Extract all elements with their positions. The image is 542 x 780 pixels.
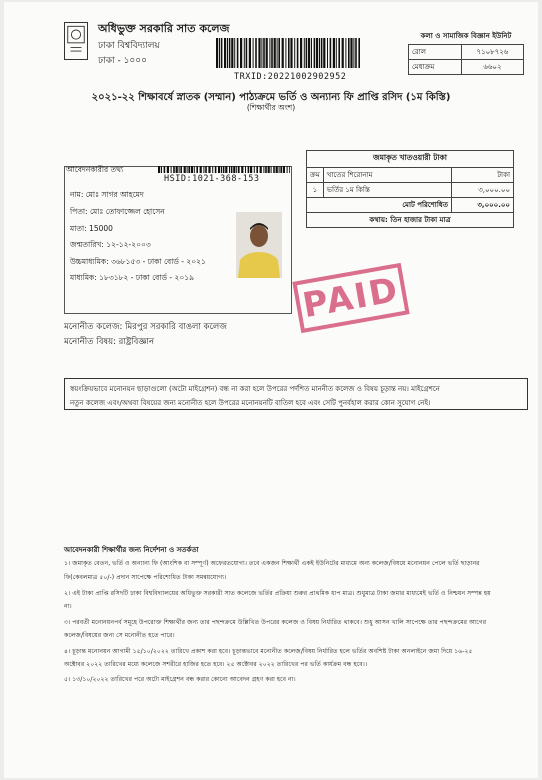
roll-value: ৭১০৮৭২৬ xyxy=(461,45,523,60)
applicant-photo xyxy=(236,212,282,278)
nominated-college: মনোনীত কলেজ: মিরপুর সরকারি বাঙলা কলেজ xyxy=(64,322,227,332)
fee-table xyxy=(306,150,514,228)
university-city: ঢাকা - ১০০০ xyxy=(98,56,147,66)
fee-in-words: কথায়: তিন হাজার টাকা মাত্র xyxy=(307,213,514,228)
faculty-unit: কলা ও সামাজিক বিজ্ঞান ইউনিট xyxy=(420,32,512,40)
instruction-line: অক্টোবর ২০২২ তারিখের মধ্যে কলেজে সশরীরে হাজির হতে হবে। ২৫ অক্টোবর ২০২২ তারিখের পর ভর্তি কার্যক্রম বন্ধ হবে।। xyxy=(64,661,368,668)
fee-row xyxy=(307,183,514,198)
notice-line-2: নতুন কলেজ এবং/অথবা বিষয়ের জন্য মনোনীত হলে উপরের মনোনয়নটি বাতিল হবে এবং সেটি পুনর্বহাল করার কোন সুযোগ নেই। xyxy=(70,399,431,407)
applicant-mother: মাতা: 15000 xyxy=(70,224,113,233)
instruction-line: ২। এই টাকা প্রাপ্তি রসিদটি ঢাকা বিশ্ববিদ্যালয়ের অধিভুক্ত সরকারী সাত কলেজে ভর্তির প্রক্রিয়া শুরুর প্রাথমিক ধাপ মাত্র। শুধুমাত্র টাকা জমার মাধ্যমেই ভর্তি ও নিশ্চয়ন সম্পন্ন হয় xyxy=(64,590,491,597)
university-logo xyxy=(64,22,88,60)
hsid: HSID:1021-368-153 xyxy=(164,174,260,184)
receipt-title: ২০২১-২২ শিক্ষাবর্ষে স্নাতক (সম্মান) পাঠ্যক্রমে ভর্তি ও অন্যান্য ফি প্রাপ্তি রসিদ (১ম কিস্তি) xyxy=(91,92,451,103)
fee-col-amount: টাকা xyxy=(452,168,514,183)
notice-line-1: স্বয়ংক্রিয়ভাবে মনোনয়ন ছাড়াগুলো (অটো মাইগ্রেশন) বন্ধ না করা হলে উপরের পর্দশিত মাননীত কলেজ ও বিষয় চূড়ান্ত নয়। মাইগ্রেশনে xyxy=(70,385,440,393)
instruction-line: কলেজ/বিষয়ের জন্য সে মনোনীত হতে পারে। xyxy=(64,632,175,639)
instructions-title: আবেদনকারী শিক্ষার্থীর জন্য নির্দেশনা ও সতর্কতা xyxy=(64,546,199,554)
nominated-subject: মনোনীত বিষয়: রাষ্ট্রবিজ্ঞান xyxy=(64,337,155,347)
migration-notice xyxy=(64,378,528,410)
applicant-name: নাম: মোঃ সাগর আহমেদ xyxy=(70,190,144,199)
fee-row-amount: ৩,০০০.০০ xyxy=(452,183,514,198)
hsid-barcode xyxy=(158,166,290,173)
instruction-line: ৫। ১৩/১০/২০২২ তারিখের পরে অটো মাইগ্রেশন বন্ধ করার কোনো আবেদন গ্রহণ করা হবে না। xyxy=(64,676,296,683)
merit-label: মেধাক্রম xyxy=(409,60,462,75)
roll-label: রোল xyxy=(409,45,462,60)
fee-total-amount: ৩,০০০.০০ xyxy=(452,198,514,213)
fee-col-head: খাতের শিরোনাম xyxy=(323,168,451,183)
instruction-line: ১। জমাকৃত বেতন, ভর্তি ও অন্যান্য ফি (আংশিক বা সম্পূর্ণ) অফেরতযোগ্য। তবে একজন শিক্ষার্থী একই ইউনিটের মাধ্যমে অন্য কলেজ/বিষয়ে মনোনয়ন পেলে ভর্তি ছাড়ানর xyxy=(64,560,480,567)
fee-total-label: মোট পরিশোধিত xyxy=(307,198,452,213)
receipt-page xyxy=(4,2,538,778)
applicant-hsc: উচ্চমাধ্যমিক: ৩৬৮১৫৩ - ঢাকা বোর্ড - ২০২১ xyxy=(70,257,206,266)
applicant-ssc: মাধ্যমিক: ১৮৩১৮২ - ঢাকা বোর্ড - ২০১৯ xyxy=(70,273,194,282)
trx-barcode xyxy=(216,38,360,68)
applicant-father: পিতা: মোঃ তোফাজ্জেল হোসেন xyxy=(70,207,165,216)
instruction-line: না। xyxy=(64,603,72,610)
applicant-dob: জন্মতারিখ: ১২-১২-২০০৩ xyxy=(70,240,151,249)
paid-stamp: PAID xyxy=(292,263,409,333)
university-name: ঢাকা বিশ্ববিদ্যালয় xyxy=(98,41,160,51)
receipt-subtitle: (শিক্ষার্থীর অংশ) xyxy=(246,103,296,112)
applicant-section-label: আবেদনকারীর তথ্য xyxy=(66,165,124,174)
fee-table-title: জমাকৃত খাতওয়ারী টাকা xyxy=(306,150,514,167)
college-name: অধিভুক্ত সরকারি সাত কলেজ xyxy=(98,22,230,35)
instruction-line: ফি(কেবলমাত্র ৫০/-) প্রদান সাপেক্ষে পরিশোধিত টাকা সমন্বয়যোগ্য। xyxy=(64,574,227,581)
trx-id: TRXID:20221002902952 xyxy=(234,72,347,82)
merit-value: ৬৬০২ xyxy=(461,60,523,75)
instruction-line: ৪। চূড়ান্ত মনোনয়ন আগামী ১৫/১০/২০২২ তারিখে প্রকাশ করা হবে। চূড়ান্তভাবে মনোনীত কলেজ/বিষয় নির্ধারিত হলে ভর্তির অবশিষ্ট টাকা অনলাইনে জমা দিয়ে ১৬-২৫ xyxy=(64,648,473,655)
instruction-line: ৩। পরবর্তী মনোনয়নপর্ব সমূহে উপরোক্ত শিক্ষার্থীর জন্য তার পছন্দক্রমে উল্লিখিত উপরের কলেজ ও বিষয় নির্ধারিত থাকবে। শুধু আসন খালি সাপেক্ষে তার পছন্দক্রমের আগের xyxy=(64,619,487,626)
faculty-info-box xyxy=(408,30,524,75)
fee-row-serial: ১ xyxy=(307,183,324,198)
fee-col-serial: ক্রম xyxy=(307,168,324,183)
fee-row-head: ভর্তির ১ম কিস্তি xyxy=(323,183,451,198)
